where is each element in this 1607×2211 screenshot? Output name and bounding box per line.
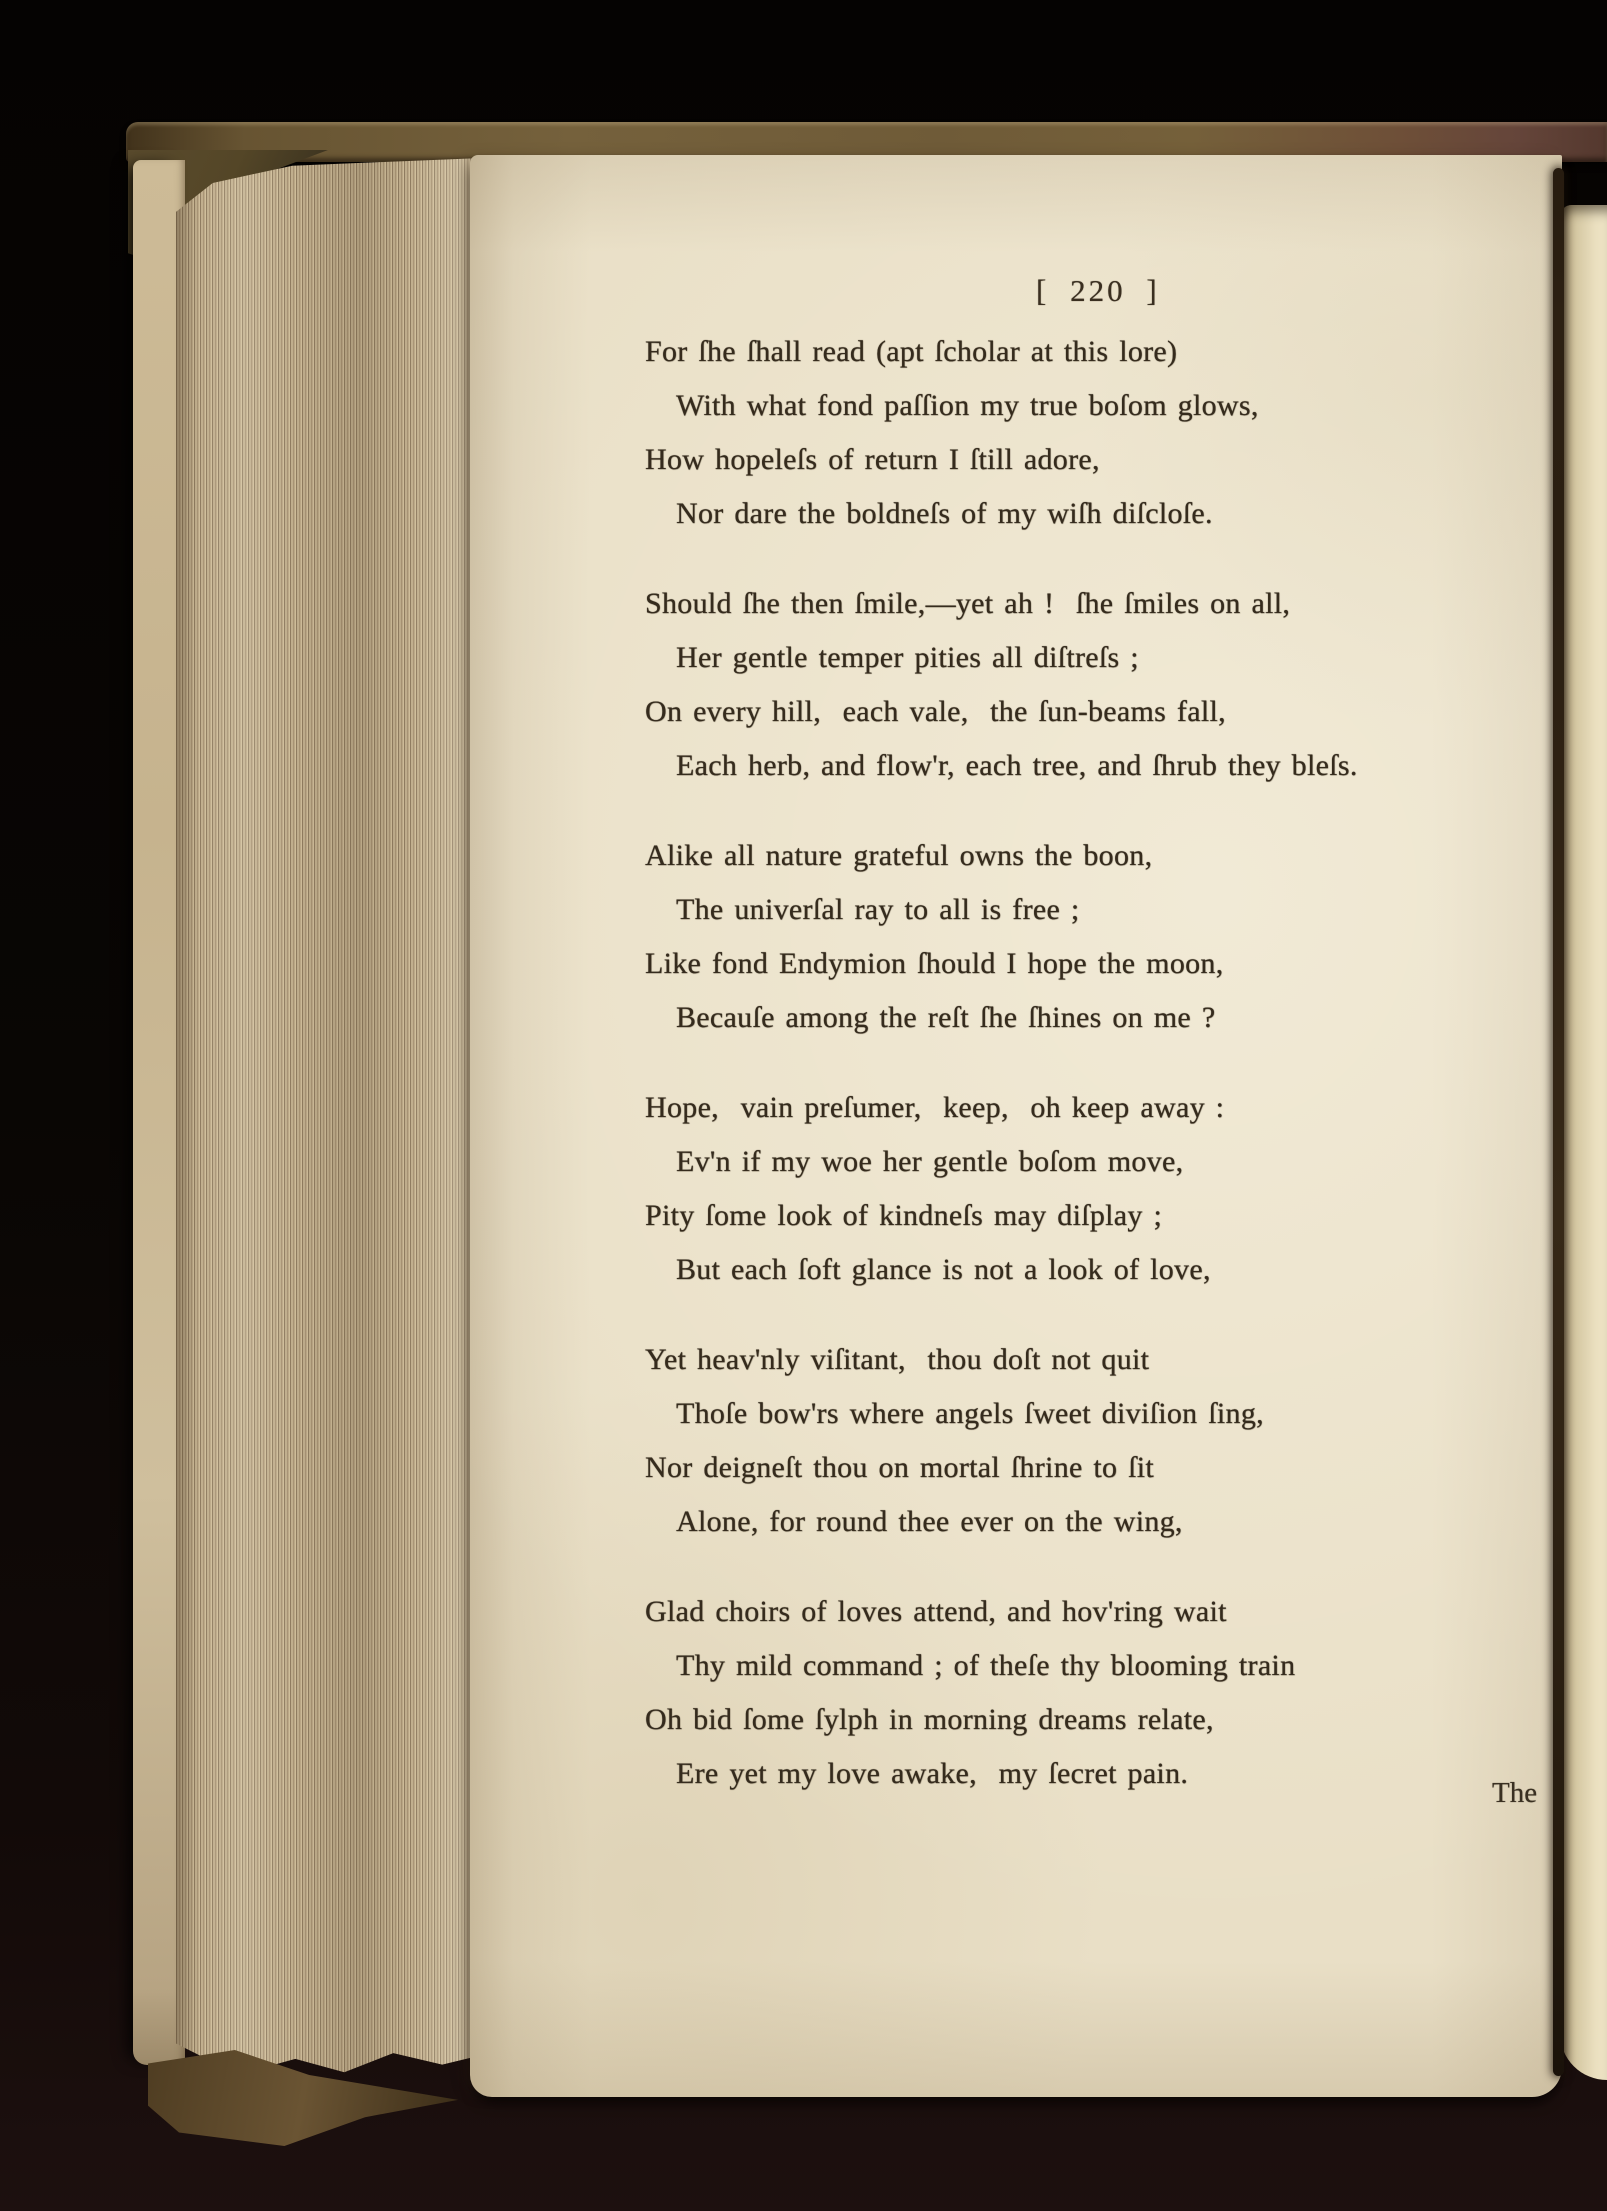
poem-line: Thoſe bow'rs where angels ſweet diviſion ſing,	[676, 1397, 1264, 1430]
book-page	[470, 155, 1562, 2097]
stanza-3	[645, 829, 1545, 1045]
poem-line: Each herb, and flow'r, each tree, and ſhrub they bleſs.	[676, 749, 1358, 782]
poem-line: On every hill, each vale, the ſun-beams fall,	[645, 695, 1226, 728]
poem-line: Yet heav'nly viſitant, thou doſt not quit	[645, 1343, 1150, 1376]
poem-line: But each ſoft glance is not a look of love,	[676, 1253, 1211, 1286]
poem-line: How hopeleſs of return I ſtill adore,	[645, 443, 1100, 476]
poem-line: Her gentle temper pities all diſtreſs ;	[676, 641, 1139, 674]
stanza-4	[645, 1081, 1545, 1297]
catchword: The	[1492, 1777, 1538, 1809]
poem-line: Nor dare the boldneſs of my wiſh diſcloſe.	[676, 497, 1213, 530]
poem-line: With what fond paſſion my true boſom glows,	[676, 389, 1259, 422]
poem-line: Ere yet my love awake, my ſecret pain.	[676, 1757, 1189, 1790]
poem-line: Alike all nature grateful owns the boon,	[645, 839, 1153, 872]
stanza-6	[645, 1585, 1545, 1801]
book-cover-bottom-left-corner	[148, 2050, 458, 2146]
stanza-2	[645, 577, 1545, 793]
poem-line: Like fond Endymion ſhould I hope the moon,	[645, 947, 1224, 980]
poem-line: Nor deigneſt thou on mortal ſhrine to ſit	[645, 1451, 1155, 1484]
poem-line: Oh bid ſome ſylph in morning dreams relate,	[645, 1703, 1214, 1736]
facing-page-sliver	[1560, 205, 1607, 2080]
poem-line: Thy mild command ; of theſe thy blooming train	[676, 1649, 1296, 1682]
poem-line: Alone, for round thee ever on the wing,	[676, 1505, 1183, 1538]
poem-text	[645, 325, 1545, 1837]
stanza-1	[645, 325, 1545, 541]
book-gutter-shadow	[1553, 168, 1564, 2076]
poem-line: Ev'n if my woe her gentle boſom move,	[676, 1145, 1184, 1178]
poem-line: Glad choirs of loves attend, and hov'ring wait	[645, 1595, 1227, 1628]
poem-line: Hope, vain preſumer, keep, oh keep away :	[645, 1091, 1225, 1124]
poem-line: The univerſal ray to all is free ;	[676, 893, 1080, 926]
page-stack-fore-edge	[176, 158, 482, 2080]
poem-line: Becauſe among the reſt ſhe ſhines on me ?	[676, 1001, 1216, 1034]
poem-line: Pity ſome look of kindneſs may diſplay ;	[645, 1199, 1163, 1232]
poem-line: Should ſhe then ſmile,—yet ah ! ſhe ſmiles on all,	[645, 587, 1291, 620]
stanza-5	[645, 1333, 1545, 1549]
page-number: [ 220 ]	[1036, 273, 1160, 308]
poem-line: For ſhe ſhall read (apt ſcholar at this lore)	[645, 335, 1178, 368]
